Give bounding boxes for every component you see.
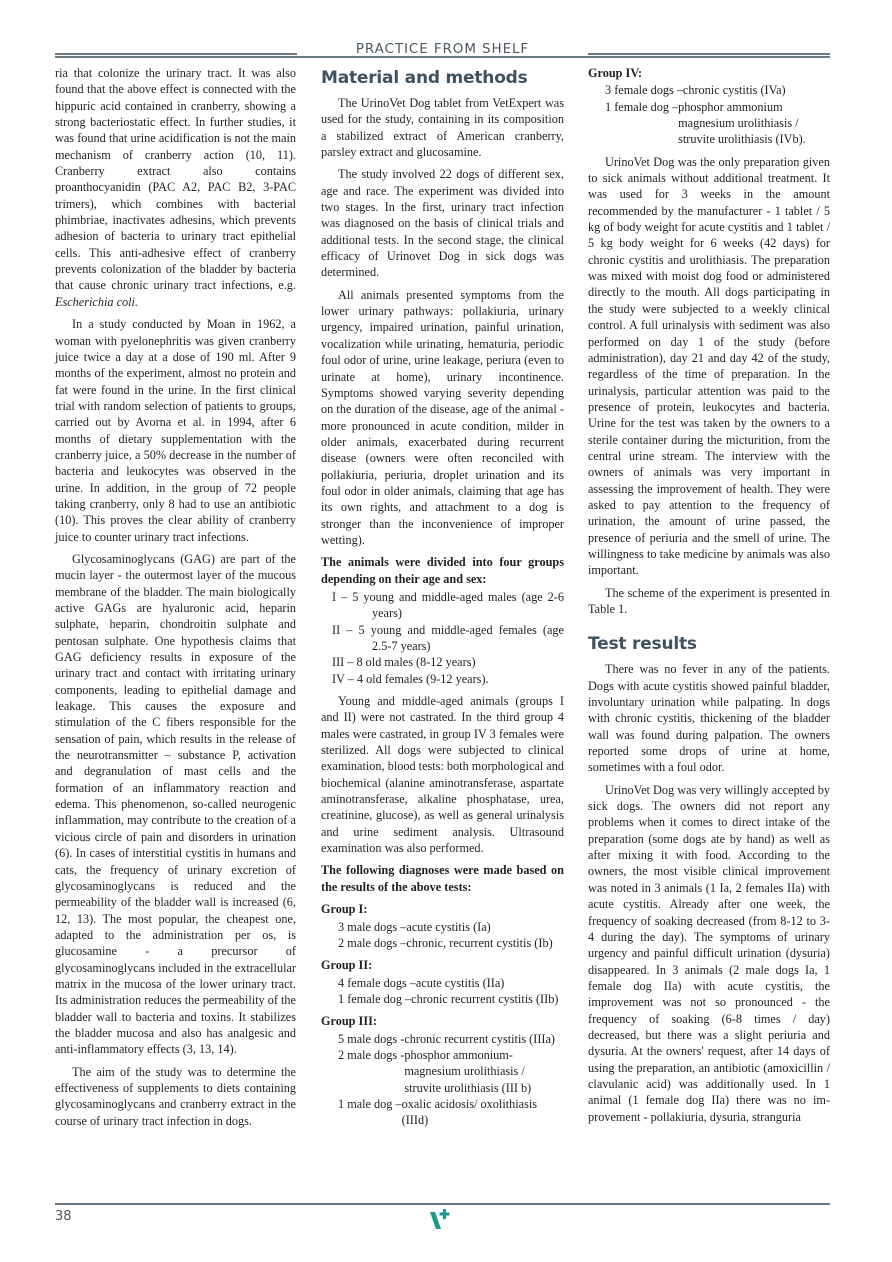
list-item: III – 8 old males (8-12 years) [332, 655, 476, 670]
group-title: Group III: [321, 1014, 377, 1029]
dog-count: 1 female dog – [338, 991, 412, 1006]
paragraph-text: ria that colonize the urinary tract. It was also found that the above effect is connected with the hippuric acid contained in cranberry, showing a strong bacteriostatic effect. In further studies, it was found that urine acidification is not the main mechanism of cranberry action (10, 11). Cranberry extract also contains proanthocyanidin (PAC A2, PAC B2, 3-PAC trimers), which combines with bacterial phimbriae, inactivates adhesins, which prevents adhesion of bacteria to urinary tract epithelial cells. This anti-adhesive effect of cranberry prevents colonization of the bladder by bacteria that cause chronic urinary tract infections, e.g. [55, 66, 296, 293]
diagnosis: acute cystitis (IIa) [415, 975, 505, 990]
diagnosis-group [321, 901, 564, 951]
diagnosis: acute cystitis (Ia) [406, 919, 491, 934]
group-title: Group II: [321, 958, 373, 973]
list-item [321, 919, 564, 935]
species-name: Escherichia coli. [55, 294, 139, 309]
dog-count: 3 male dogs – [338, 919, 407, 934]
list-item [321, 975, 564, 991]
list-item: II – 5 young and middle-aged females (age 2.5-7 years) [332, 622, 564, 653]
page-number: 38 [55, 1209, 72, 1224]
paragraph: The aim of the study was to determine the effectiveness of supplements to diets containing glycosaminoglycans and cranberry extract in the course of urinary tract infection in dogs. [55, 1064, 296, 1128]
section-heading-material-and-methods: Material and methods [321, 68, 528, 88]
dog-count: 2 male dogs – [338, 935, 407, 950]
diagnosis-list [588, 82, 830, 147]
paragraph: There was no fever in any of the patients. Dogs with acute cystitis showed painful bladder, involuntary urination while palpating. In dogs with chronic cystitis, thickening of the bladder wall was found during palpation. The owners reported some drops of urine at home, sometimes with a foul odor. [588, 662, 830, 775]
diagnosis-group [321, 957, 564, 1007]
list-item [321, 991, 564, 1007]
diagnosis: phosphor ammonium magnesium urolithiasis / struvite urolithiasis (IVb). [678, 99, 806, 147]
v-plus-logo-icon [427, 1208, 455, 1232]
footer-rule [55, 1203, 830, 1205]
dog-count: 3 female dogs – [605, 83, 683, 98]
list-item [321, 1047, 564, 1096]
dog-count: 2 male dogs - [338, 1047, 405, 1062]
list-item [321, 1096, 564, 1129]
diagnosis-group [588, 65, 830, 148]
group-title: Group I: [321, 902, 368, 917]
list-item [588, 82, 830, 98]
paragraph: UrinoVet Dog was the only preparation given to sick animals without additional treatment. It was used for 3 weeks in the amount recommended by the manufacturer - 1 tablet / 5 kg of body weight for acute cystitis and 1 tablet / 5 kg body weight for 6 weeks (42 days) for chronic cystitis and urolithiasis. The preparation was mixed with moist dog food or administered directly to the mouth. All dogs participating in the study were subjected to a weekly clinical control. A full urinalysis with sediment was also performed on day 1 of the study (before administration), day 21 and day 42 of the study, regardless of the time of preparation. In the urinalysis, particular attention was paid to the presence of protein, leukocytes and bacteria. Urine for the test was taken by the owners to a sterile container during the micturition, from the central urine stream. The interview with the owners of animals was very important in assessing the improvement of health. They were asked to pay attention to the frequency of urination, the amount of urine passed, the presence of periuria and the smell of urine. The willingness to take medicine by animals was also important. [588, 154, 830, 578]
list-item: IV – 4 old females (9-12 years). [332, 671, 489, 686]
paragraph: In a study conducted by Moan in 1962, a woman with pyelonephritis was given cranberry juice twice a day at a dose of 190 ml. After 9 months of the experiment, almost no protein and fat were found in the urine. In the first clinical trial with random selection of patients to groups, carried out by Avorna et al. in 1994, after 6 months of dietary supplementation with the cranberry juice, a 50% decrease in the number of bacteria and leukocytes was observed in the urine. In addition, in the group of 72 people taking cranberry, only 8 had to use an antibiotic (10). This proves the clear ability of cranberry juice to counter urinary tract infections. [55, 317, 296, 544]
diagnosis-list [321, 975, 564, 1008]
group-title: Group IV: [588, 66, 643, 80]
paragraph: The scheme of the experiment is presented in Table 1. [588, 585, 830, 616]
column-3 [588, 65, 830, 1131]
list-item [321, 1031, 564, 1047]
dog-count: 5 male dogs - [338, 1031, 405, 1046]
groups-heading: The animals were divided into four groups depending on their age and sex: [321, 555, 564, 586]
list-item [588, 99, 830, 148]
section-heading-test-results: Test results [588, 634, 697, 655]
list-item: I – 5 young and middle-aged males (age 2-6 years) [332, 589, 564, 621]
diagnoses-heading: The following diagnoses were made based on the results of the above tests: [321, 863, 564, 894]
paragraph [55, 65, 296, 310]
diagnosis: chronic cystitis (IVa) [682, 83, 786, 98]
paragraph: All animals presented symptoms from the lower urinary pathways: pollakiuria, urinary urgency, impaired urination, painful urination, vocalization while urinating, hematuria, periodic foul odor of urine, urine leakage, periura (even to urinate at home), urinary incontinence. Symptoms showed varying severity depending on the duration of the disease, age of the animal - more pronounced in acute condition, milder in older animals, exacerbated during recurrent disease (owners were often reconciled with pollakiuria, periuria, droplet urination and its foul odor in older animals, claiming that age has its own rights, and attachment to a dog is stronger than the inconvenience of improper wetting). [321, 287, 564, 547]
paragraph: UrinoVet Dog was very willingly accepted by sick dogs. The owners did not report any problems when it comes to direct intake of the preparation (some dogs ate by hand) as well as after mixing it with food. According to the owners, the most visible clinical improvement was noted in 3 animals (1 Ia, 2 females IIa) with acute cystitis. Already after one week, the frequency of soaking decreased (from 8-12 to 3-4 during the day). The symptoms of urinary urgency and painful difficult urination (dysuria) disappeared. In 3 animals (2 male dogs Ia, 1 female dog IIa) with acute cystitis, the improvement was not so pronounced - the frequency of soaking (6-8 times / day) decreased, but there was a slight periuria and dysuria. At the owners' request, after 14 days of using the preparation, an antibiotic (amoxicillin / clavulanic acid) was additionally used. In 1 animal (1 female dog IIa) there was no improvement - pollakiuria, dysuria, stranguria [588, 782, 830, 1124]
paragraph: The UrinoVet Dog tablet from VetExpert was used for the study, containing in its composition a stabilized extract of American cranberry, parsley extract and glucosamine. [321, 96, 564, 160]
dog-count: 4 female dogs – [338, 975, 416, 990]
age-groups-list [321, 589, 564, 687]
diagnosis-list [321, 919, 564, 952]
diagnosis-list [321, 1031, 564, 1129]
diagnosis: oxalic acidosis/ oxolithiasis (IIId) [401, 1096, 538, 1128]
diagnosis: chronic recurrent cystitis (IIb) [411, 991, 559, 1006]
column-2 [321, 65, 564, 1129]
section-running-title: PRACTICE FROM SHELF [355, 41, 530, 57]
column-1 [55, 65, 296, 1135]
running-header [55, 40, 830, 62]
diagnosis: phosphor ammonium-magnesium urolithiasis / struvite urolithiasis (III b) [404, 1047, 532, 1095]
paragraph: Young and middle-aged animals (groups I and II) were not castrated. In the third group 4 males were castrated, in group IV 3 females were sterilized. All dogs were subjected to clinical examination, blood tests: both morphological and biochemical (alanine aminotransferase, aspartate aminotransferase, alkaline phosphatase, urea, creatinine, glucose), as well as general urinalysis and urine sediment analysis. Ultrasound examination was also performed. [321, 694, 564, 856]
paragraph: Glycosaminoglycans (GAG) are part of the mucin layer - the outermost layer of the mucous membrane of the bladder. The main biologically active GAGs are hyaluronic acid, heparin sulphate, heparin, chondroitin sulphate and pentosan sulphate. One hypothesis claims that GAG deficiency results in exposure of the urinary tract and contact with irritating urinary components, leading to epithelial damage and leakage. This causes the exposure and stimulation of the C fibers responsible for the sensation of pain, which results in the release of the neurotransmitter – substance P, activation and degranulation of mast cells and the formation of an inflammatory reaction and edema. This phenomenon, so-called neurogenic inflammation, may contribute to the creation of a vicious circle of pain and disorders in urination (6). In cases of interstitial cystitis in humans and cats, the frequency of urinary excretion of glycosaminoglycans is reduced and the permeability of the bladder wall is increased (6, 12, 13). The most popular, the cheapest one, adapted to the administration per os, is glucosamine - a precursor of glycosaminoglycans included in the extracellular matrix in the mucosa of the lower urinary tract. Its administration reduces the permeability of the bladder wall to bacteria and toxins. It stabilizes the bladder mucosa and also has analgesic and anti-inflammatory effects (3, 13, 14). [55, 551, 296, 1057]
diagnosis-group [321, 1013, 564, 1128]
dog-count: 1 male dog – [338, 1096, 402, 1111]
paragraph: The study involved 22 dogs of different sex, age and race. The experiment was divided into two stages. In the first, urinary tract infection was diagnosed on the basis of clinical trials and additional tests. In the second stage, the clinical efficacy of Urinovet Dog in sick dogs was determined. [321, 167, 564, 280]
diagnosis: chronic, recurrent cystitis (Ib) [406, 935, 553, 950]
dog-count: 1 female dog – [605, 99, 679, 114]
diagnosis: chronic recurrent cystitis (IIIa) [404, 1031, 556, 1046]
list-item [321, 935, 564, 951]
